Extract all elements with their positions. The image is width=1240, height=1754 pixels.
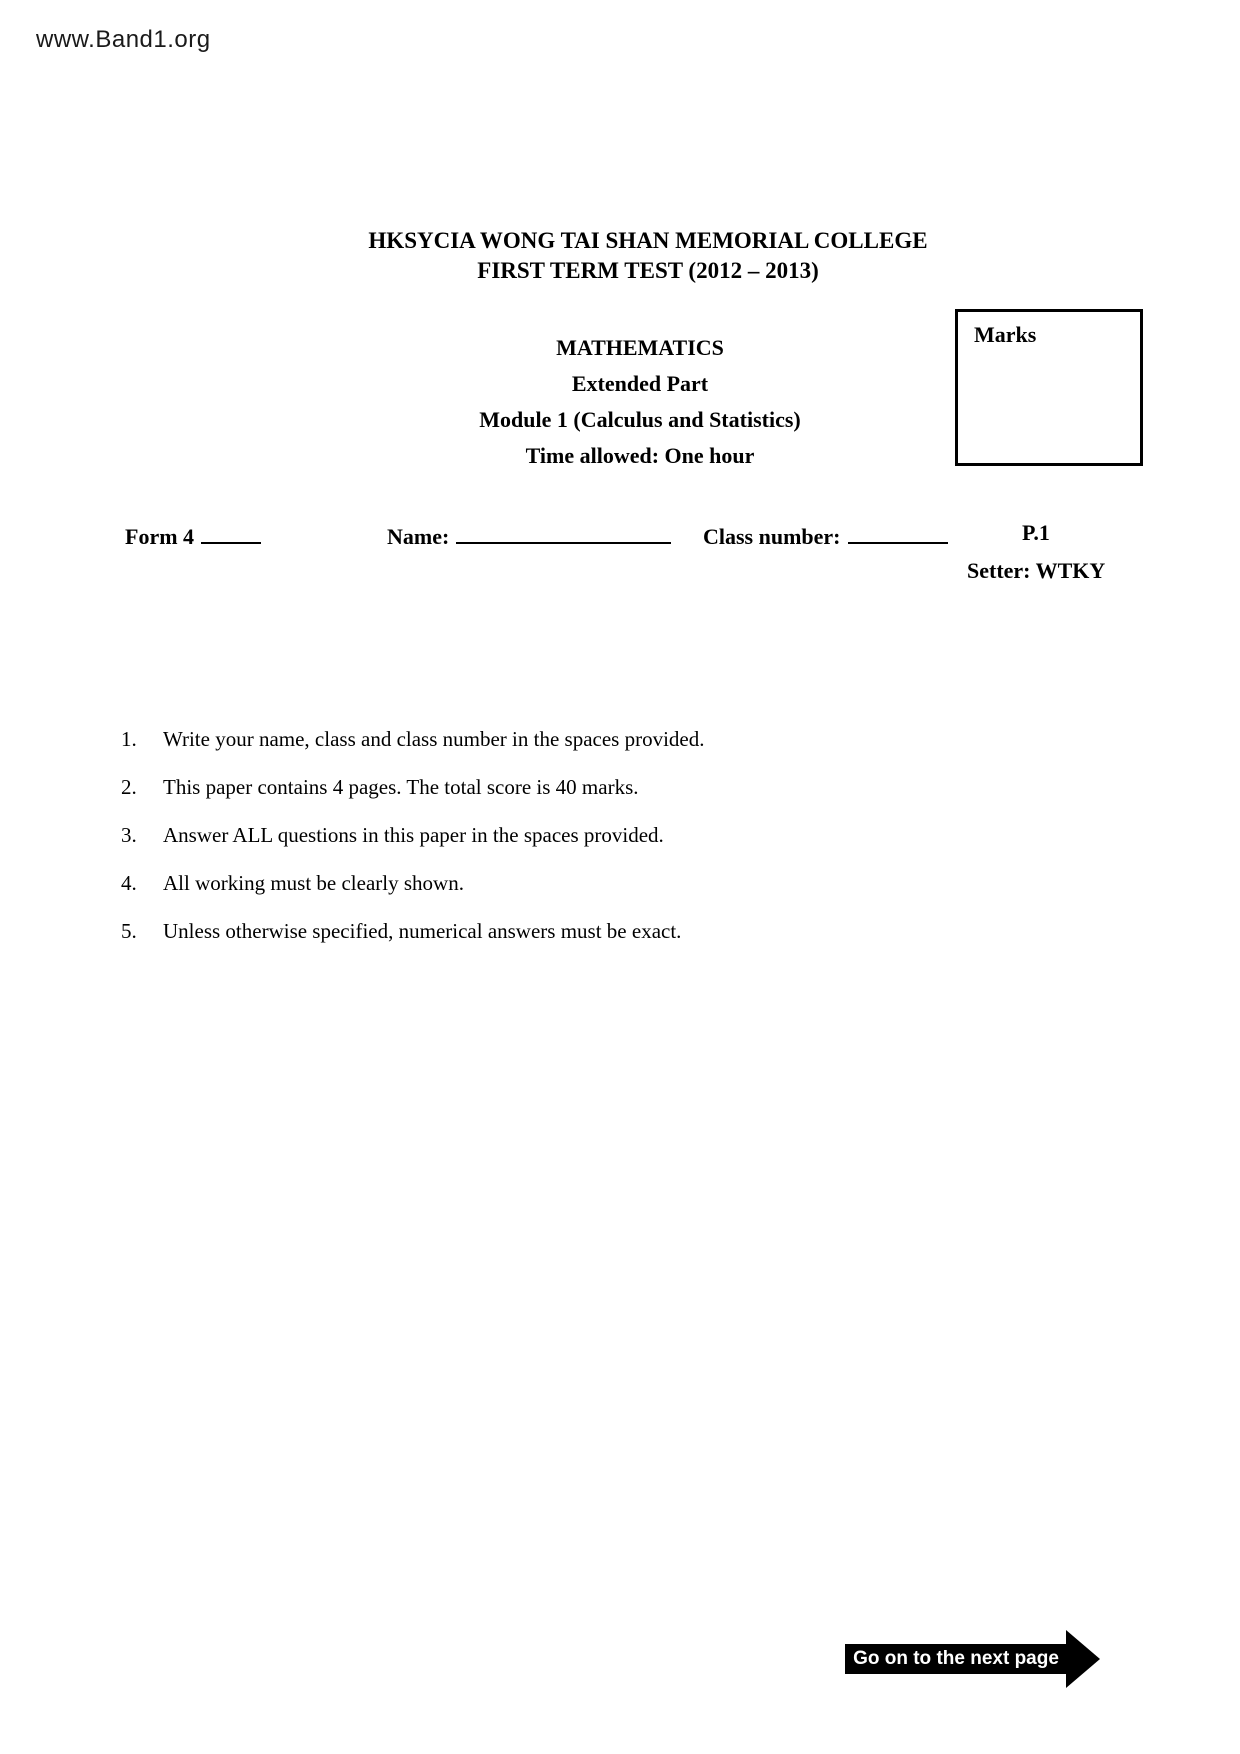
marks-label: Marks [974, 322, 1037, 347]
next-page-label: Go on to the next page [845, 1644, 1067, 1674]
name-label: Name: [387, 524, 450, 549]
instruction-number: 5. [121, 919, 137, 943]
instruction-item [121, 872, 1121, 894]
next-page-banner [845, 1630, 1100, 1689]
subject-part: Extended Part [571, 371, 709, 396]
subject-module: Module 1 (Calculus and Statistics) [479, 407, 801, 432]
setter-credit: Setter: WTKY [967, 558, 1106, 583]
instruction-item [121, 728, 1121, 750]
instruction-number: 4. [121, 871, 137, 895]
instruction-number: 2. [121, 775, 137, 799]
class-number-label: Class number: [703, 524, 841, 549]
form-field [125, 520, 261, 550]
instruction-text: Unless otherwise specified, numerical answers must be exact. [163, 919, 682, 943]
instructions-list [121, 728, 1121, 968]
instruction-text: Write your name, class and class number in the spaces provided. [163, 727, 705, 751]
time-allowed: Time allowed: One hour [525, 443, 755, 468]
instruction-number: 1. [121, 727, 137, 751]
marks-box [955, 309, 1143, 466]
exam-header [140, 226, 1156, 286]
name-blank-line [456, 520, 671, 544]
watermark-url: www.Band1.org [36, 26, 211, 53]
instruction-item [121, 920, 1121, 942]
candidate-info-row [0, 520, 1240, 554]
name-field [387, 520, 671, 550]
exam-title: FIRST TERM TEST (2012 – 2013) [477, 258, 819, 283]
instruction-text: Answer ALL questions in this paper in the spaces provided. [163, 823, 664, 847]
class-number-field [703, 520, 948, 550]
subject-name: MATHEMATICS [556, 335, 724, 360]
instruction-text: This paper contains 4 pages. The total score is 40 marks. [163, 775, 639, 799]
instruction-item [121, 824, 1121, 846]
form-blank-line [201, 520, 261, 544]
right-arrow-icon [1066, 1630, 1100, 1688]
page-number: P.1 [1022, 520, 1050, 545]
school-name: HKSYCIA WONG TAI SHAN MEMORIAL COLLEGE [368, 228, 928, 253]
instruction-item [121, 776, 1121, 798]
form-label: Form 4 [125, 524, 195, 549]
instruction-text: All working must be clearly shown. [163, 871, 464, 895]
instruction-number: 3. [121, 823, 137, 847]
class-number-blank-line [848, 520, 948, 544]
